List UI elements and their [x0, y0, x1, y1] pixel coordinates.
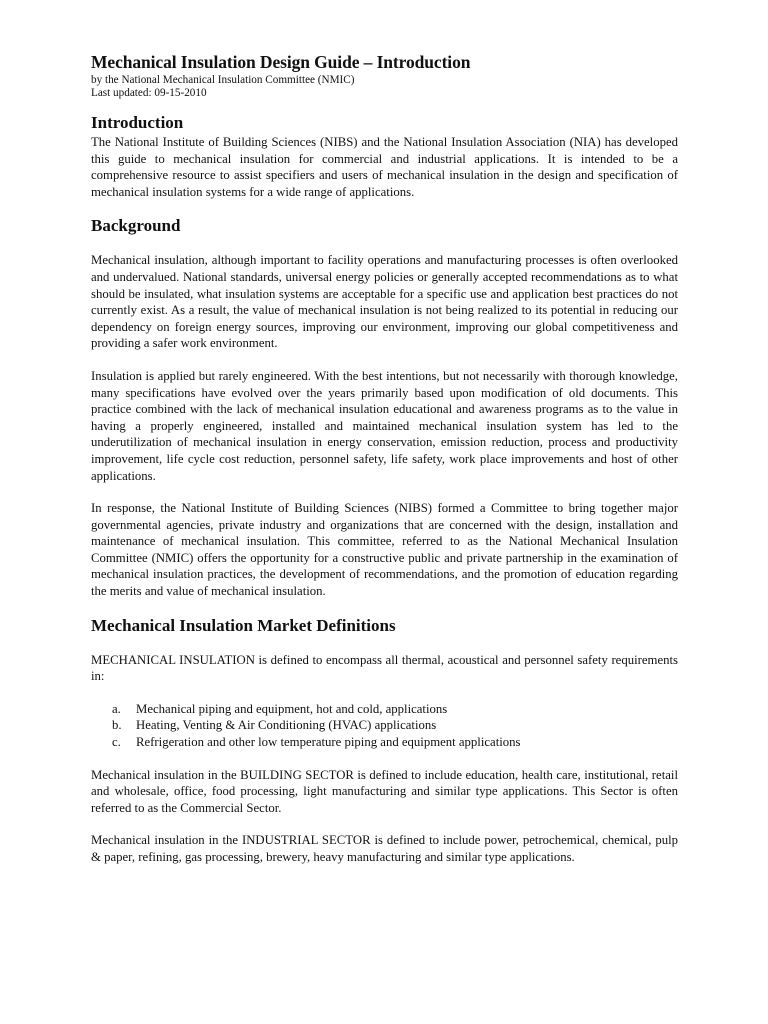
list-item — [91, 701, 678, 718]
document-page — [91, 51, 678, 866]
list-marker: c. — [112, 735, 121, 750]
background-paragraph-3: In response, the National Institute of Building Sciences (NIBS) formed a Committee to bring together major governmental agencies, private industry and organizations that are concerned with the design, installation and maintenance of mechanical insulation. This committee, referred to as the National Mechanical Insulation Committee (NMIC) offers the opportunity for a constructive public and private partnership in the examination of mechanical insulation practices, the development of recommendations, and the promotion of education regarding the merits and value of mechanical insulation. — [91, 501, 678, 599]
list-item-text: Heating, Venting & Air Conditioning (HVAC) applications — [136, 718, 437, 733]
byline: by the National Mechanical Insulation Committee (NMIC) — [91, 74, 355, 86]
list-item — [91, 734, 678, 751]
market-paragraph-building-sector: Mechanical insulation in the BUILDING SECTOR is defined to include education, health care, institutional, retail and wholesale, office, food processing, light manufacturing and similar type applications. This Sector is often referred to as the Commercial Sector. — [91, 767, 678, 815]
last-updated: Last updated: 09-15-2010 — [91, 87, 207, 99]
list-item-text: Mechanical piping and equipment, hot and cold, applications — [136, 701, 448, 716]
heading-background: Background — [91, 216, 181, 236]
background-paragraph-1: Mechanical insulation, although important to facility operations and manufacturing processes is often overlooked and undervalued. National standards, universal energy policies or generally accepted recommendations as to what should be insulated, what insulation systems are acceptable for a specific use and application best practices do not currently exist. As a result, the value of mechanical insulation is not being realized to its potential in reducing our dependency on foreign energy sources, improving our environment, improving our global competitiveness and providing a safer work environment. — [91, 253, 678, 351]
heading-market-definitions: Mechanical Insulation Market Definitions — [91, 615, 396, 635]
document-title: Mechanical Insulation Design Guide – Introduction — [91, 52, 471, 72]
list-item — [91, 717, 678, 734]
list-item-text: Refrigeration and other low temperature piping and equipment applications — [136, 735, 521, 750]
market-paragraph-industrial-sector: Mechanical insulation in the INDUSTRIAL SECTOR is defined to include power, petrochemical, chemical, pulp & paper, refining, gas processing, brewery, heavy manufacturing and similar type applications. — [91, 833, 678, 864]
market-paragraph-1: MECHANICAL INSULATION is defined to encompass all thermal, acoustical and personnel safety requirements in: — [91, 652, 678, 684]
list-marker: b. — [112, 718, 122, 733]
background-paragraph-2: Insulation is applied but rarely engineered. With the best intentions, but not necessarily with thorough knowledge, many specifications have evolved over the years primarily based upon modification of old documents. This practice combined with the lack of mechanical insulation educational and awareness programs as to the value in having a properly engineered, installed and maintained mechanical insulation system has led to the underutilization of mechanical insulation in energy conservation, emission reduction, process and productivity improvement, life cycle cost reduction, personnel safety, life safety, work place improvements and host of other applications. — [91, 368, 678, 483]
heading-introduction: Introduction — [91, 113, 184, 132]
application-list — [91, 701, 678, 751]
introduction-paragraph: The National Institute of Building Sciences (NIBS) and the National Insulation Association (NIA) has developed this guide to mechanical insulation for commercial and industrial applications. It is intended to be a comprehensive resource to assist specifiers and users of mechanical insulation in the design and specification of mechanical insulation systems for a wide range of applications. — [91, 135, 678, 199]
list-marker: a. — [112, 701, 121, 716]
